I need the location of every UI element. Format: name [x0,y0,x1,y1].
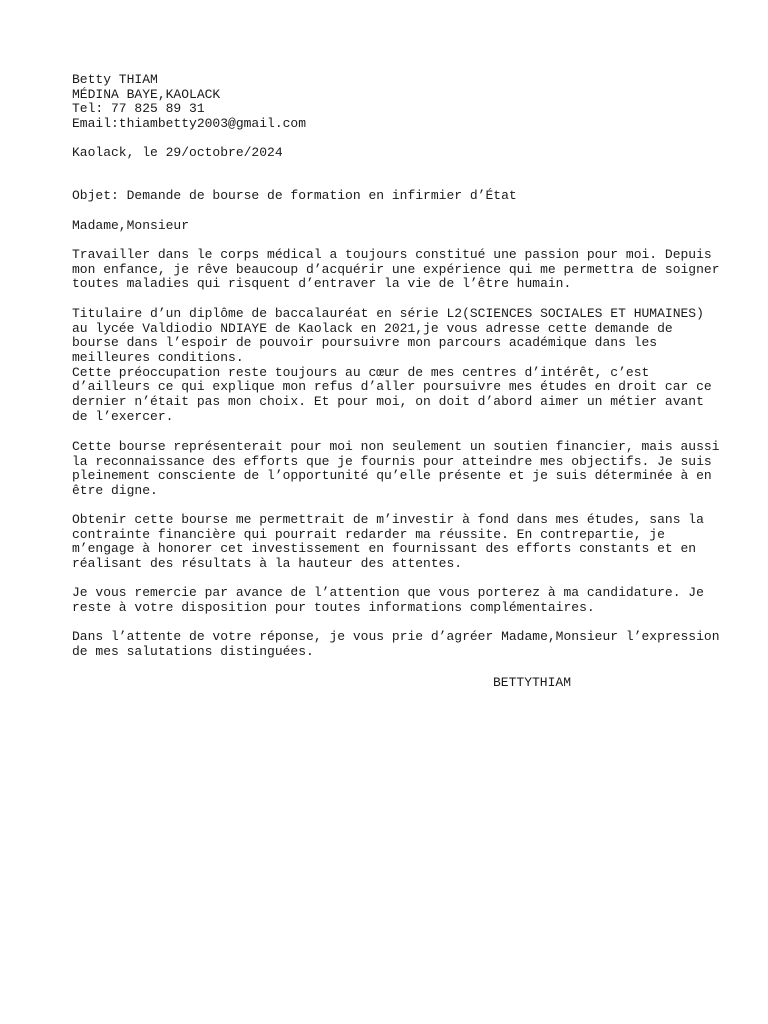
sender-phone: Tel: 77 825 89 31 [72,101,205,117]
signature: BETTYTHIAM [493,675,572,690]
subject-text: Objet: Demande de bourse de formation en infirmier d’État [72,188,517,203]
salutation [72,219,712,234]
paragraph-line: bourse dans l’espoir de pouvoir poursuivre mon parcours académique dans les [72,335,658,351]
paragraph-line: contrainte financière qui pourrait redarder ma réussite. En contrepartie, je [72,526,665,542]
paragraph-line: au lycée Valdiodio NDIAYE de Kaolack en 2021,je vous adresse cette demande de [72,320,673,336]
sender-block [72,73,712,132]
paragraph-line: d’ailleurs ce qui explique mon refus d’aller poursuivre mes études en droit car ce [72,379,712,395]
paragraph-line: la reconnaissance des efforts que je fournis pour atteindre mes objectifs. Je suis [72,453,712,469]
paragraph-line: dernier n’était pas mon choix. Et pour moi, on doit d’abord aimer un métier avant [72,394,704,410]
paragraph-line: de l’exercer. [72,408,174,424]
paragraph-1 [72,247,720,292]
paragraph-line: reste à votre disposition pour toutes informations complémentaires. [72,599,595,615]
paragraph-line: mon enfance, je rêve beaucoup d’acquérir une expérience qui me permettra de soigner [72,261,720,277]
paragraph-line: de mes salutations distinguées. [72,643,314,659]
paragraph-line: Cette préoccupation reste toujours au cœur de mes centres d’intérêt, c’est [72,364,650,380]
paragraph-2 [72,307,712,425]
paragraph-line: être digne. [72,483,158,499]
place-date-text: Kaolack, le 29/octobre/2024 [72,145,283,160]
paragraph-line: Titulaire d’un diplôme de baccalauréat en série L2(SCIENCES SOCIALES ET HUMAINES) [72,306,704,321]
sender-email: Email:thiambetty2003@gmail.com [72,116,307,132]
paragraph-line: Obtenir cette bourse me permettrait de m’investir à fond dans mes études, sans la [72,512,704,527]
paragraph-line: réalisant des résultats à la hauteur des attentes. [72,556,463,572]
subject-line [72,189,712,204]
paragraph-5 [72,586,712,615]
paragraph-4 [72,513,712,572]
paragraph-line: Je vous remercie par avance de l’attention que vous porterez à ma candidature. Je [72,585,704,600]
paragraph-line: Cette bourse représenterait pour moi non seulement un soutien financier, mais aussi [72,439,720,454]
paragraph-line: meilleures conditions. [72,350,244,366]
paragraph-line: toutes maladies qui risquent d’entraver la vie de l’être humain. [72,276,572,292]
paragraph-line: m’engage à honorer cet investissement en fournissant des efforts constants et en [72,541,697,557]
place-date [72,146,712,161]
paragraph-line: Dans l’attente de votre réponse, je vous prie d’agréer Madame,Monsieur l’expression [72,629,720,644]
paragraph-3 [72,439,720,499]
sender-name: Betty THIAM [72,72,158,87]
sender-address: MÉDINA BAYE,KAOLACK [72,86,221,102]
salutation-text: Madame,Monsieur [72,218,190,233]
paragraph-6 [72,629,720,659]
paragraph-line: pleinement consciente de l’opportunité qu’elle présente et je suis déterminée à en [72,468,712,484]
paragraph-line: Travailler dans le corps médical a toujours constitué une passion pour moi. Depuis [72,247,712,262]
